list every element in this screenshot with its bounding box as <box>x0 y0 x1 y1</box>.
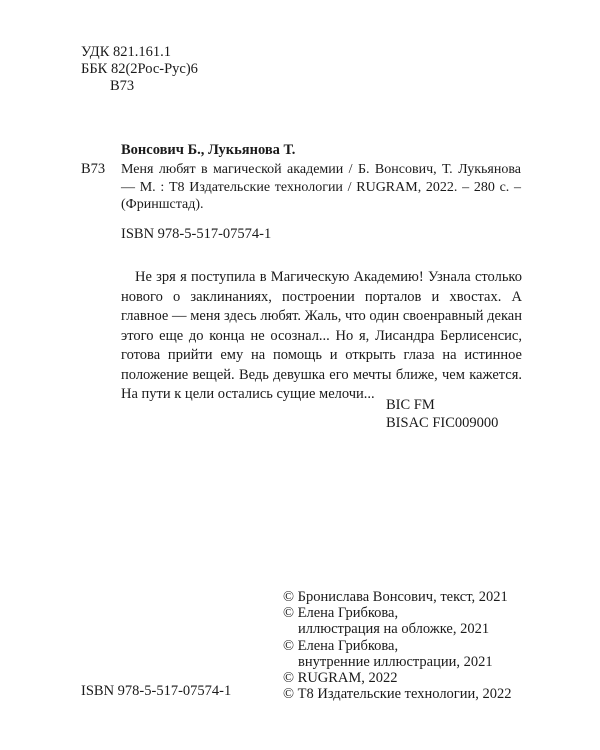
author-mark: В73 <box>110 78 135 94</box>
bibliographic-description: Меня любят в магической академии / Б. Вонсович, Т. Лукьянова — М. : Т8 Издательские технологии / RUGRAM, 2022. – 280 с. – (Фриншстад). <box>121 162 521 212</box>
record-author-mark: В73 <box>81 161 106 177</box>
authors-heading: Вонсович Б., Лукьянова Т. <box>121 142 296 158</box>
copyright-inner-illustrator: © Елена Грибкова, <box>283 637 399 654</box>
copyright-cover-illustrator: © Елена Грибкова, <box>283 605 399 622</box>
annotation-paragraph: Не зря я поступила в Магическую Академию! Узнала столько нового о заклинаниях, построении порталов и хвостах. А главное — меня здесь любят. Жаль, что один своенравный декан этого еще до конца не осознал... Но я, Лисандра Берлисенсис, готова прийти ему на помощь и открыть глаза на истинное положение вещей. Ведь девушка его мечты ближе, чем кажется. На пути к цели остались сущие мелочи... <box>121 269 522 402</box>
copyright-rugram: © RUGRAM, 2022 <box>283 670 398 687</box>
subject-codes <box>386 396 498 432</box>
isbn-record: ISBN 978-5-517-07574-1 <box>121 226 272 242</box>
bbk-code: ББК 82(2Рос-Рус)6 <box>81 61 198 77</box>
copyright-block <box>283 589 512 702</box>
copyright-inner-illustrations: внутренние иллюстрации, 2021 <box>298 653 493 670</box>
bic-code: BIC FM <box>386 397 435 413</box>
classification-block <box>81 44 198 95</box>
copyright-text: © Бронислава Вонсович, текст, 2021 <box>283 589 508 605</box>
copyright-cover-illustration: иллюстрация на обложке, 2021 <box>298 621 490 638</box>
copyright-publisher: © Т8 Издательские технологии, 2022 <box>283 686 512 703</box>
bisac-code: BISAC FIC009000 <box>386 415 499 431</box>
udk-code: УДК 821.161.1 <box>81 44 171 60</box>
isbn-footer: ISBN 978-5-517-07574-1 <box>81 683 232 699</box>
